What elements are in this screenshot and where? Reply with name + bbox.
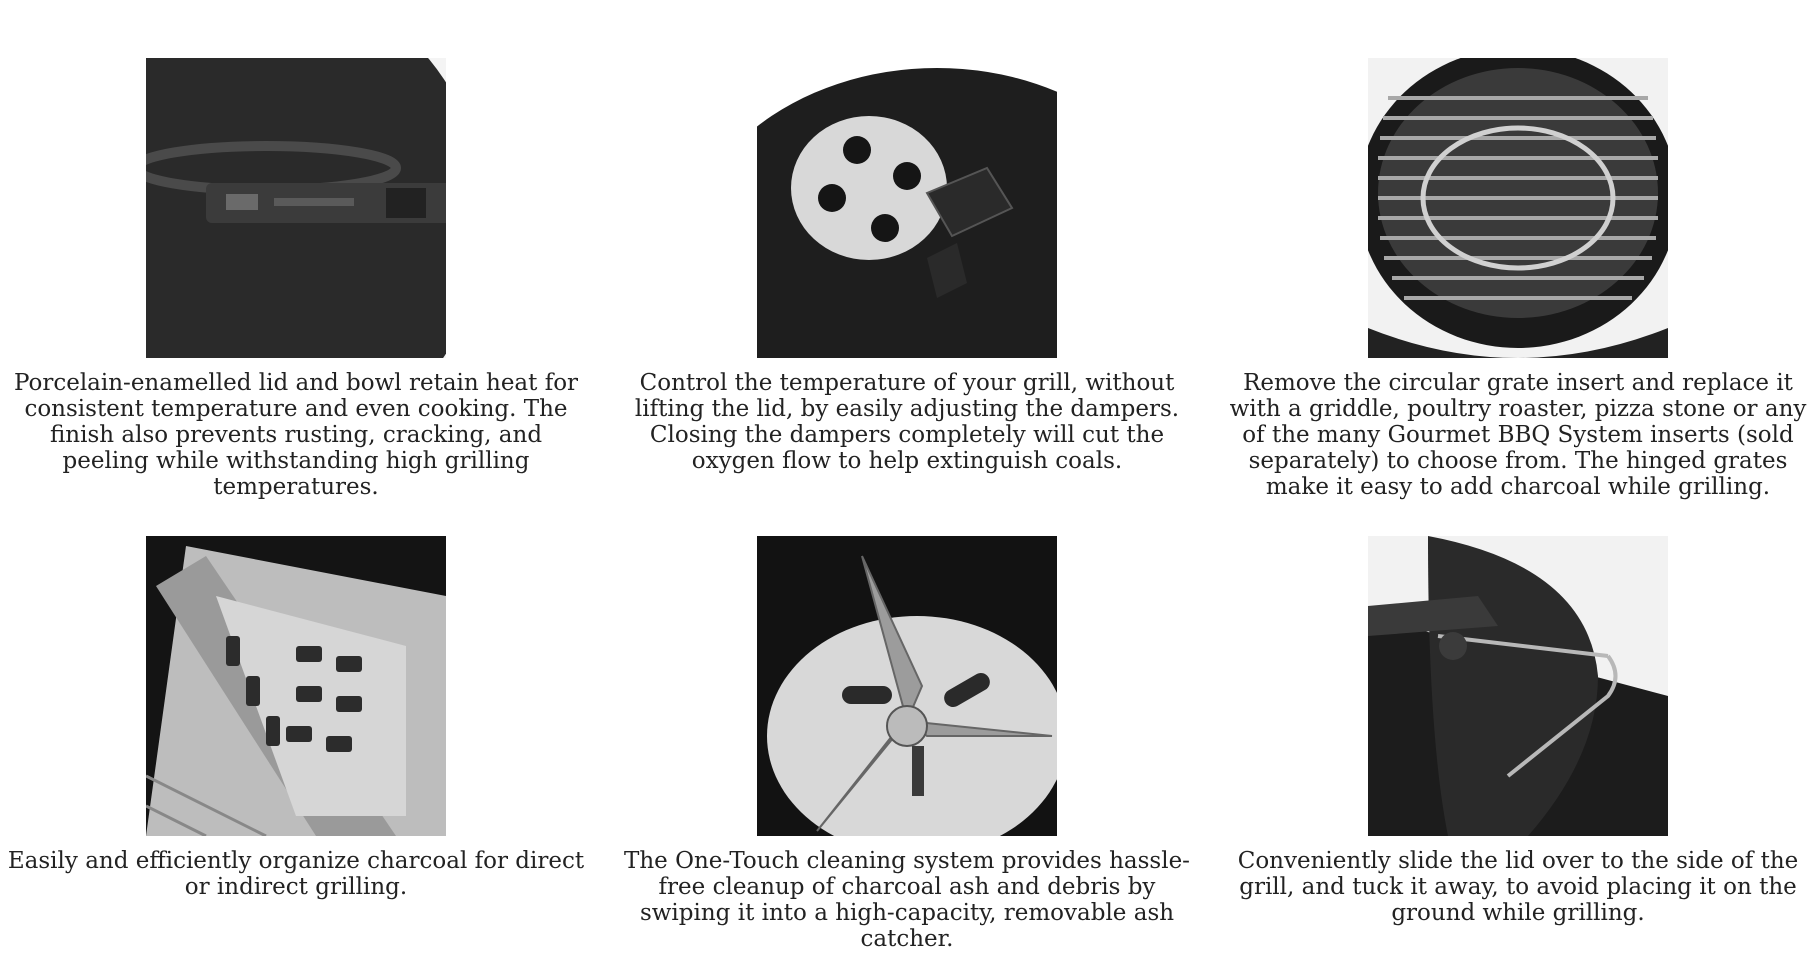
grill-lid-icon (146, 58, 446, 358)
feature-image-lid-hook (1368, 536, 1668, 836)
feature-image-dampers (757, 58, 1057, 358)
feature-caption-dampers: Control the temperature of your grill, without lifting the lid, by easily adjusting the dampers. Closing the dampers completely will cut the oxygen flow to help extinguish coals. (634, 370, 1180, 474)
lid-hook-icon (1368, 536, 1668, 836)
damper-vent-icon (757, 58, 1057, 358)
feature-caption-grate: Remove the circular grate insert and replace it with a griddle, poultry roaster, pizza stone or any of the many Gourmet BBQ System inserts (sold separately) to choose from. The hinged grates make it easy to add charcoal while grilling. (1229, 370, 1807, 500)
feature-caption-charcoal-baskets: Easily and efficiently organize charcoal for direct or indirect grilling. (7, 848, 585, 900)
feature-caption-lid-bowl: Porcelain-enamelled lid and bowl retain heat for consistent temperature and even cooking. The finish also prevents rusting, cracking, and peeling while withstanding high grilling temperatures. (13, 370, 579, 500)
feature-image-lid-bowl (146, 58, 446, 358)
feature-caption-one-touch: The One-Touch cleaning system provides hassle-free cleanup of charcoal ash and debris by swiping it into a high-capacity, removable ash catcher. (624, 848, 1190, 952)
cooking-grate-icon (1368, 58, 1668, 358)
cleaning-blades-icon (757, 536, 1057, 836)
feature-image-grate (1368, 58, 1668, 358)
feature-caption-lid-hook: Conveniently slide the lid over to the side of the grill, and tuck it away, to avoid placing it on the ground while grilling. (1237, 848, 1799, 926)
charcoal-basket-icon (146, 536, 446, 836)
feature-image-charcoal-baskets (146, 536, 446, 836)
feature-image-one-touch (757, 536, 1057, 836)
